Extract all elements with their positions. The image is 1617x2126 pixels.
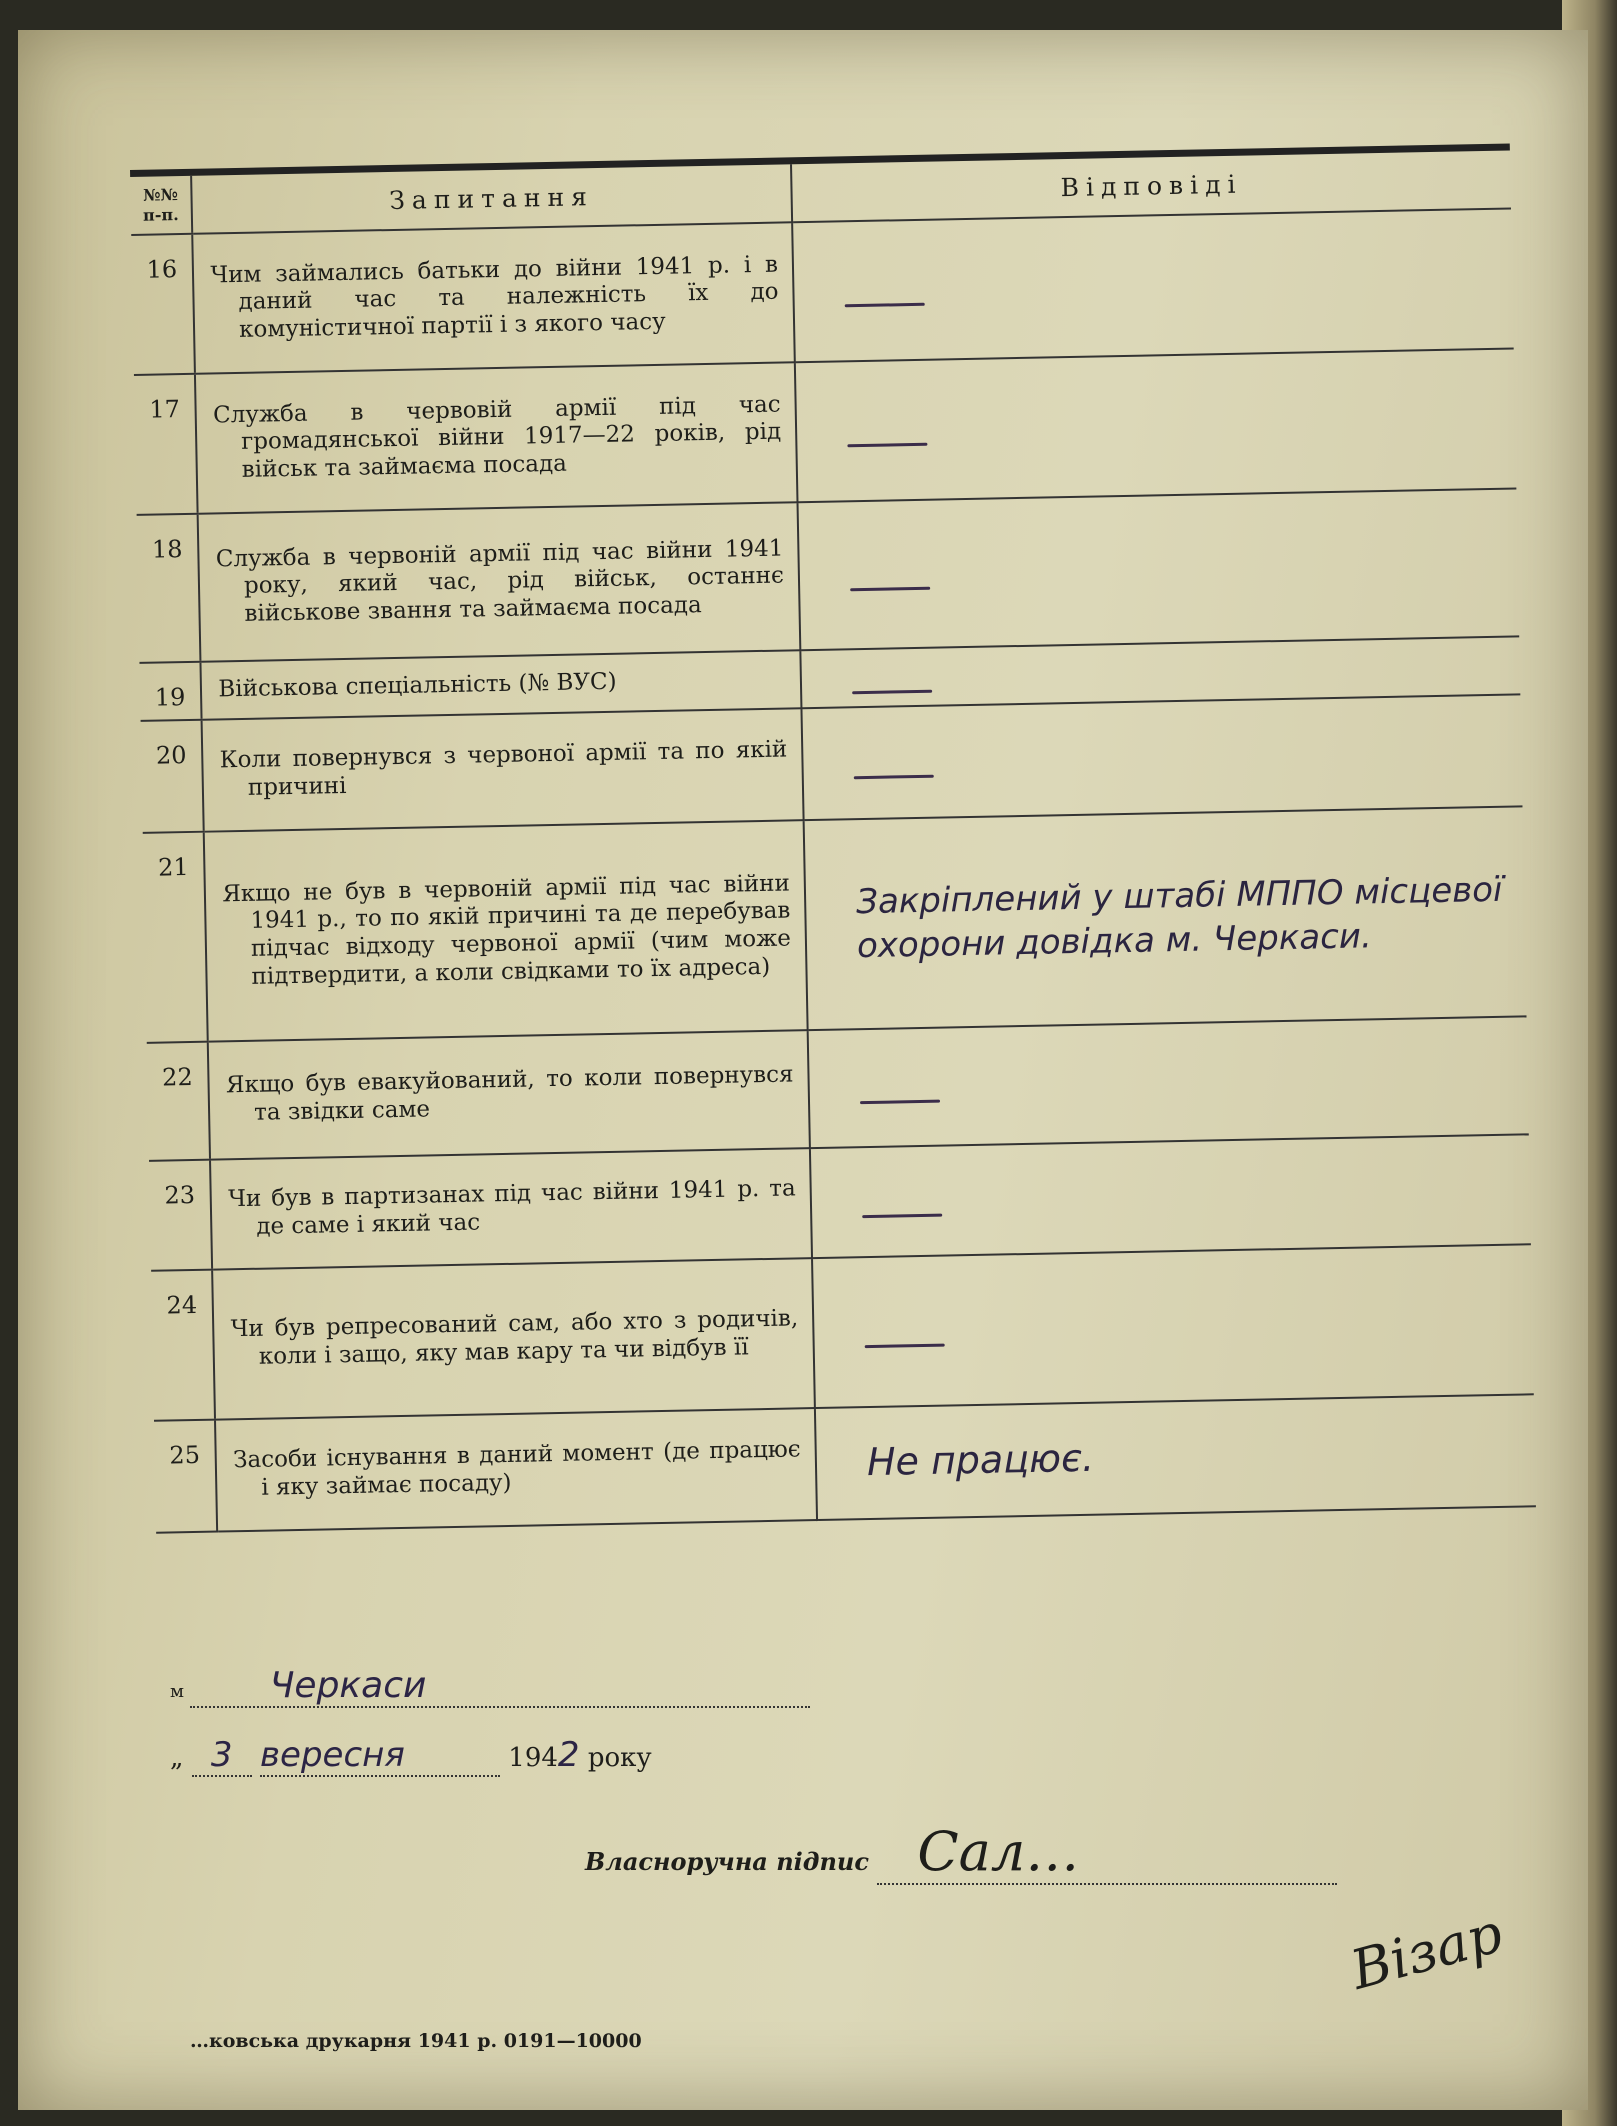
signature-line: [585, 1820, 1337, 1885]
row-question: Чи був в партизанах під час війни 1941 р. та де саме і який час: [210, 1148, 812, 1269]
row-answer: [798, 488, 1520, 650]
row-question: Якщо не був в червоній армії під час війни 1941 р., то по якій причині та де перебував підчас відходу червоної армії (чим може підтвердити, а коли свідками то їх адреса): [204, 820, 808, 1041]
answer-dash: [854, 775, 934, 780]
row-number: 25: [154, 1420, 217, 1533]
answer-dash: [865, 1344, 945, 1349]
row-question: Служба в червоній армії під час війни 1941 року, який час, рід військ, останнє військове звання та займаєма посада: [198, 502, 801, 661]
row-answer: [792, 208, 1514, 362]
questionnaire-table: [130, 151, 1536, 1534]
answer-dash: [850, 587, 930, 592]
date-open-quote: „: [170, 1743, 184, 1773]
row-number: 24: [151, 1270, 215, 1421]
row-answer: [808, 1016, 1529, 1148]
second-signature: Візар: [1344, 1901, 1509, 2002]
answer-dash: [847, 443, 927, 448]
answer-dash: [852, 690, 932, 695]
city-value: Черкаси: [190, 1665, 810, 1708]
city-prefix: м: [170, 1681, 185, 1702]
answer-dash: [862, 1214, 942, 1219]
header-number: №№ п-п.: [130, 176, 192, 235]
row-answer: Закріплений у штабі МППО місцевої охорони довідка м. Черкаси.: [804, 806, 1527, 1030]
row-question: Якщо був евакуйований, то коли повернувся та звідки саме: [208, 1030, 810, 1159]
table-row: [131, 208, 1513, 374]
row-answer: [795, 348, 1517, 502]
row-number: 17: [134, 374, 198, 515]
row-question: Коли повернувся з червоної армії та по якій причині: [202, 708, 804, 831]
printer-imprint: …ковська друкарня 1941 р. 0191—10000: [190, 2030, 642, 2052]
row-answer: [801, 694, 1522, 820]
row-number: 16: [131, 234, 195, 375]
city-line: [170, 1665, 810, 1708]
header-question: Запитання: [191, 164, 792, 234]
answer-dash: [845, 303, 925, 308]
signature-scrawl: Сал…: [877, 1820, 1337, 1885]
row-answer: [812, 1244, 1534, 1408]
row-number: 21: [143, 832, 208, 1043]
table-row: [151, 1244, 1534, 1420]
row-answer: Не працює.: [815, 1394, 1536, 1520]
year-suffix: року: [587, 1743, 652, 1773]
date-day: 3: [192, 1735, 252, 1777]
row-number: 22: [147, 1042, 210, 1161]
row-number: 19: [139, 662, 201, 721]
year-digit: 2: [557, 1735, 580, 1775]
row-question: Військова спеціальність (№ ВУС): [200, 650, 801, 720]
date-month: вересня: [260, 1735, 500, 1777]
table-row: [134, 348, 1516, 514]
header-answer: Відповіді: [791, 151, 1511, 223]
answer-dash: [860, 1100, 940, 1105]
row-question: Чим займались батьки до війни 1941 р. і в даний час та належність їх до комуністичної партії і з якого часу: [192, 222, 795, 373]
row-number: 18: [137, 514, 201, 663]
row-answer: [810, 1134, 1531, 1258]
table-row: [137, 488, 1520, 662]
row-number: 20: [141, 720, 204, 833]
table-row: [143, 806, 1527, 1042]
questionnaire-form: [130, 144, 1536, 1534]
year-prefix: 194: [508, 1743, 558, 1773]
row-question: Засоби існування в даний момент (де працює і яку займає посаду): [215, 1408, 817, 1531]
signature-label: Власноручна підпис: [585, 1847, 869, 1876]
row-question: Чи був репресований сам, або хто з родичів, коли і защо, яку мав кару та чи відбув її: [212, 1258, 815, 1419]
date-line: [170, 1735, 652, 1777]
row-number: 23: [149, 1160, 212, 1271]
row-question: Служба в червовій армії під час громадянської війни 1917—22 років, рід військ та займаєма посада: [195, 362, 798, 513]
